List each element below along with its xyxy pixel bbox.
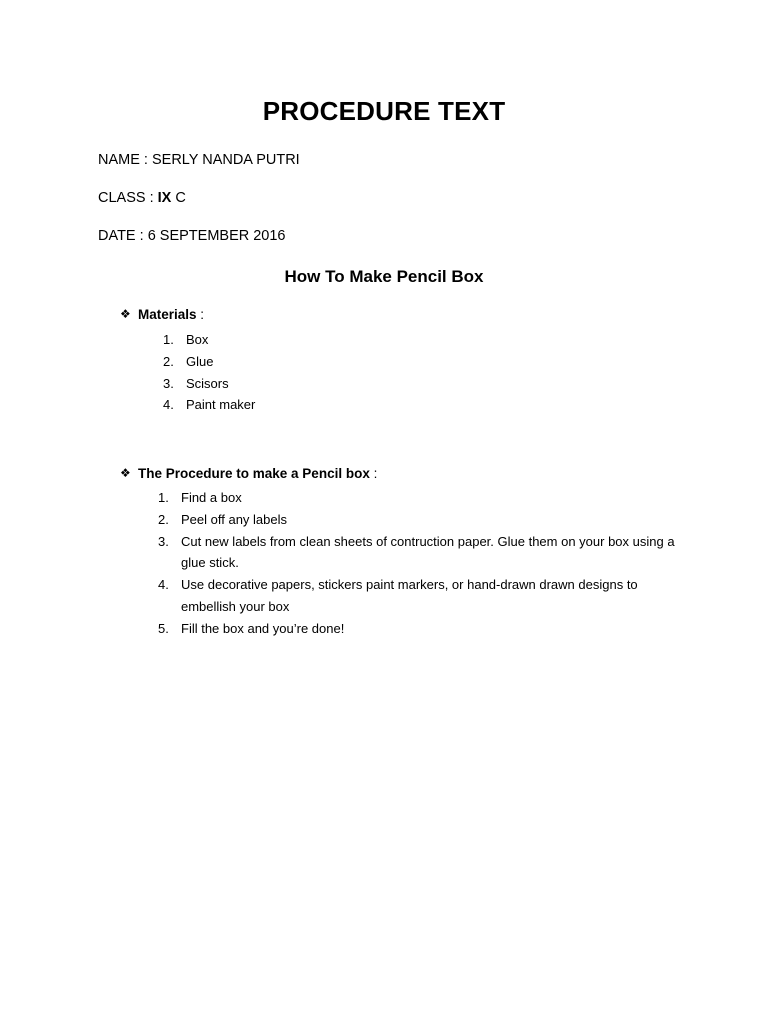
date-line — [98, 228, 286, 244]
list-item — [163, 373, 255, 395]
list-item-number: 1. — [158, 490, 169, 505]
list-item — [163, 351, 255, 373]
list-item-number: 4. — [163, 397, 174, 413]
materials-heading-text: Materials — [138, 307, 197, 322]
document-subtitle: How To Make Pencil Box — [284, 267, 484, 286]
date-label: DATE : — [98, 228, 148, 244]
diamond-bullet-icon: ❖ — [120, 466, 131, 480]
list-item-text: Fill the box and you’re done! — [181, 620, 345, 636]
list-item — [163, 329, 255, 351]
procedure-heading-text: The Procedure to make a Pencil box — [138, 466, 370, 481]
materials-heading — [120, 307, 204, 322]
list-item-number: 1. — [163, 332, 174, 347]
list-item — [158, 487, 678, 509]
list-item-text: Cut new labels from clean sheets of contruction paper. Glue them on your box using a glue stick. — [181, 533, 675, 571]
materials-list — [163, 329, 255, 416]
list-item — [158, 618, 678, 640]
list-item-number: 3. — [158, 533, 169, 549]
list-item-text: Use decorative papers, stickers paint markers, or hand-drawn drawn designs to embellish your box — [181, 577, 638, 614]
name-label: NAME : — [98, 152, 152, 168]
list-item-text: Find a box — [181, 490, 242, 505]
list-item-number: 5. — [158, 620, 169, 636]
list-item-number: 2. — [158, 511, 169, 527]
list-item-number: 4. — [158, 577, 169, 593]
name-line — [98, 152, 300, 168]
class-value-section: C — [171, 190, 186, 206]
name-value: SERLY NANDA PUTRI — [151, 152, 300, 168]
list-item — [163, 394, 255, 416]
date-value: 6 SEPTEMBER 2016 — [147, 228, 286, 244]
document-title: PROCEDURE TEXT — [262, 96, 506, 126]
class-label: CLASS : — [98, 190, 158, 206]
list-item-text: Scisors — [186, 375, 229, 391]
list-item-text: Glue — [186, 353, 214, 369]
procedure-heading-colon: : — [369, 466, 378, 481]
class-line — [98, 190, 186, 206]
materials-heading-colon: : — [196, 307, 205, 322]
list-item-text: Paint maker — [186, 397, 256, 413]
list-item — [158, 509, 678, 531]
list-item — [158, 531, 678, 575]
list-item-text: Peel off any labels — [181, 511, 287, 527]
list-item-number: 3. — [163, 375, 174, 391]
list-item-text: Box — [186, 332, 209, 347]
diamond-bullet-icon: ❖ — [120, 307, 131, 321]
list-item — [158, 574, 678, 618]
list-item-number: 2. — [163, 353, 174, 369]
procedure-list — [158, 487, 678, 640]
procedure-heading — [120, 466, 377, 481]
class-value-grade: IX — [157, 190, 172, 206]
